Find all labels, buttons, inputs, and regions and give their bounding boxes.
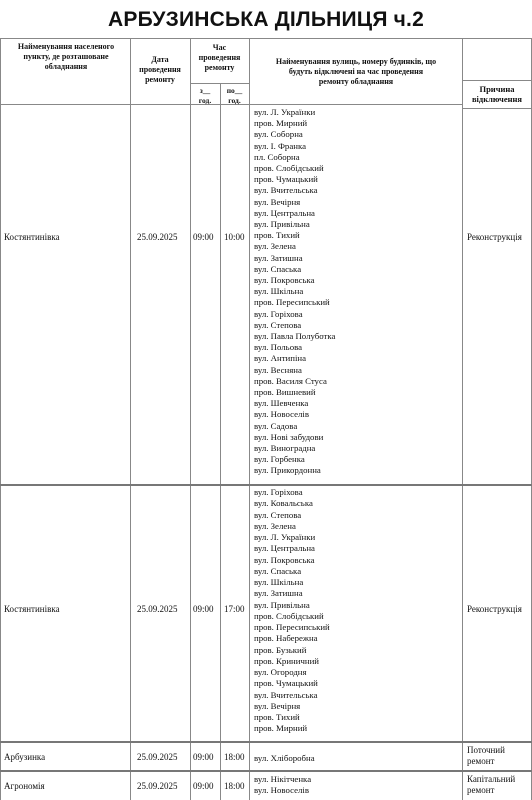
street-item: вул. Ковальська (254, 498, 313, 509)
column-divider (130, 38, 131, 800)
street-item: вул. Вчительська (254, 689, 318, 700)
street-item: вул. Шевченка (254, 398, 309, 409)
street-item: вул. Антипіна (254, 353, 307, 364)
header-time-line: Час (212, 43, 227, 52)
street-item: вул. Спаська (254, 263, 302, 274)
street-item: вул. Покровська (254, 275, 315, 285)
street-item: пров. Мирний (254, 118, 308, 129)
header-date-line: ремонту (145, 75, 175, 84)
street-item: вул. Затишна (254, 252, 303, 263)
street-item: вул. Польова (254, 342, 303, 353)
street-item: пров. Василя Стуса (254, 375, 327, 386)
time-to-cell: 17:00 (224, 604, 245, 614)
reason-line: ремонт (467, 756, 495, 766)
reason-line: Капітальний (467, 774, 516, 784)
street-item: вул. Вчительська (254, 185, 318, 196)
time-subheader-divider (190, 83, 249, 84)
reason-line: ремонт (467, 785, 495, 795)
reason-cell: Реконструкція (467, 604, 522, 614)
street-item: вул. Горбенка (254, 454, 305, 465)
header-settlement (2, 42, 130, 72)
street-item: пров. Мирний (254, 723, 308, 734)
header-reason-line: відключення (471, 94, 523, 104)
reason-cell (467, 745, 505, 767)
time-to-cell: 18:00 (224, 752, 245, 762)
street-item: вул. Горіхова (254, 308, 303, 319)
settlement-cell: Костянтинівка (4, 604, 60, 614)
header-streets (250, 57, 462, 87)
header-bottom-border (462, 108, 532, 109)
header-date-line: проведення (139, 65, 181, 74)
street-item: вул. Л. Українки (254, 532, 316, 542)
street-item: вул. Привільна (254, 599, 310, 610)
column-divider (190, 38, 191, 800)
reason-cell: Реконструкція (467, 232, 522, 242)
street-item: вул. Вечірня (254, 700, 301, 711)
header-reason (462, 84, 532, 104)
street-item: пл. Соборна (254, 151, 300, 162)
time-from-cell: 09:00 (193, 604, 214, 614)
header-time-from (190, 86, 220, 106)
street-item: вул. Зелена (254, 520, 296, 531)
page-title: АРБУЗИНСЬКА ДІЛЬНИЦЯ ч.2 (108, 8, 424, 31)
date-cell: 25.09.2025 (137, 604, 178, 614)
street-item: вул. Центральна (254, 207, 315, 218)
header-reason-line: Причина (479, 84, 515, 94)
reason-header-divider (462, 80, 532, 81)
settlement-cell: Костянтинівка (4, 232, 60, 242)
street-item: вул. Шкільна (254, 286, 304, 297)
date-cell: 25.09.2025 (137, 752, 178, 762)
street-item: вул. Затишна (254, 588, 303, 599)
time-from-cell: 09:00 (193, 232, 214, 242)
street-item: вул. Нікітченка (254, 774, 312, 784)
time-to-cell: 10:00 (224, 232, 245, 242)
header-time-line: проведення (198, 53, 241, 62)
time-from-cell: 09:00 (193, 752, 214, 762)
street-item: вул. Соборна (254, 129, 303, 140)
street-item: пров. Чумацький (254, 678, 318, 689)
header-settlement-line: пункту, де розташоване (23, 52, 109, 61)
street-item: пров. Чумацький (254, 174, 318, 185)
street-item: вул. Л. Українки (254, 107, 316, 117)
column-divider (249, 38, 250, 800)
header-streets-line: будуть відключені на час проведення (288, 67, 424, 76)
header-streets-line: ремонту обладнання (318, 77, 394, 86)
header-from-line: з__ (199, 86, 211, 95)
time-from-cell: 09:00 (193, 781, 214, 791)
settlement-cell: Агрономія (4, 781, 45, 791)
street-item: пров. Вишневий (254, 387, 316, 397)
street-item: пров. Пересипський (254, 622, 330, 632)
street-item: вул. Весняна (254, 364, 302, 375)
column-divider (462, 38, 463, 800)
header-to-line: по__ (226, 86, 243, 95)
street-item: вул. Степова (254, 319, 302, 330)
date-cell: 25.09.2025 (137, 232, 178, 242)
street-item: вул. Огородня (254, 667, 307, 677)
row-divider (0, 770, 532, 772)
header-settlement-line: обладнання (44, 62, 88, 71)
street-item: вул. Спаська (254, 565, 302, 576)
street-item: вул. Зелена (254, 241, 296, 252)
table-border-left (0, 38, 1, 800)
header-to-line: год. (228, 96, 241, 105)
header-date-line: Дата (151, 55, 169, 64)
street-item: вул. Прикордонна (254, 465, 321, 476)
street-item: вул. Новоселів (254, 785, 310, 795)
header-time-line: ремонту (204, 63, 235, 72)
header-streets-line: Найменування вулиць, номеру будинків, що (275, 57, 437, 66)
row-divider (0, 741, 532, 743)
street-item: вул. Виноградна (254, 443, 316, 453)
street-item: пров. Бузький (254, 644, 307, 655)
reason-cell (467, 774, 515, 796)
street-item: вул. І. Франка (254, 140, 306, 151)
street-item: вул. Новоселів (254, 409, 310, 420)
street-item: вул. Центральна (254, 543, 315, 554)
street-item: вул. Покровська (254, 554, 315, 565)
street-item: пров. Слобідський (254, 163, 324, 173)
street-item: вул. Вечірня (254, 196, 301, 207)
header-date (130, 55, 190, 85)
street-item: вул. Привільна (254, 219, 310, 229)
street-item: вул. Нові забудови (254, 431, 324, 442)
street-item: вул. Садова (254, 420, 298, 431)
street-item: вул. Степова (254, 509, 302, 520)
street-item: вул. Павла Полуботка (254, 331, 336, 341)
table-top-border (0, 38, 532, 39)
street-item: вул. Хліборобна (254, 753, 315, 763)
header-time-to (220, 86, 249, 106)
header-time (190, 43, 249, 73)
settlement-cell: Арбузинка (4, 752, 46, 762)
street-item: пров. Набережна (254, 633, 318, 644)
street-item: пров. Криничний (254, 655, 319, 666)
time-to-cell: 18:00 (224, 781, 245, 791)
street-item: вул. Шкільна (254, 577, 304, 587)
header-settlement-line: Найменування населеного (17, 42, 115, 51)
column-divider (220, 83, 221, 800)
street-item: пров. Тихий (254, 230, 300, 241)
row-divider (0, 484, 532, 486)
street-item: пров. Тихий (254, 712, 300, 722)
date-cell: 25.09.2025 (137, 781, 178, 791)
street-item: вул. Горіхова (254, 487, 303, 497)
header-from-line: год. (198, 96, 212, 105)
reason-line: Поточний (467, 745, 505, 755)
street-item: пров. Слобідський (254, 610, 324, 621)
street-item: пров. Пересипський (254, 297, 330, 308)
